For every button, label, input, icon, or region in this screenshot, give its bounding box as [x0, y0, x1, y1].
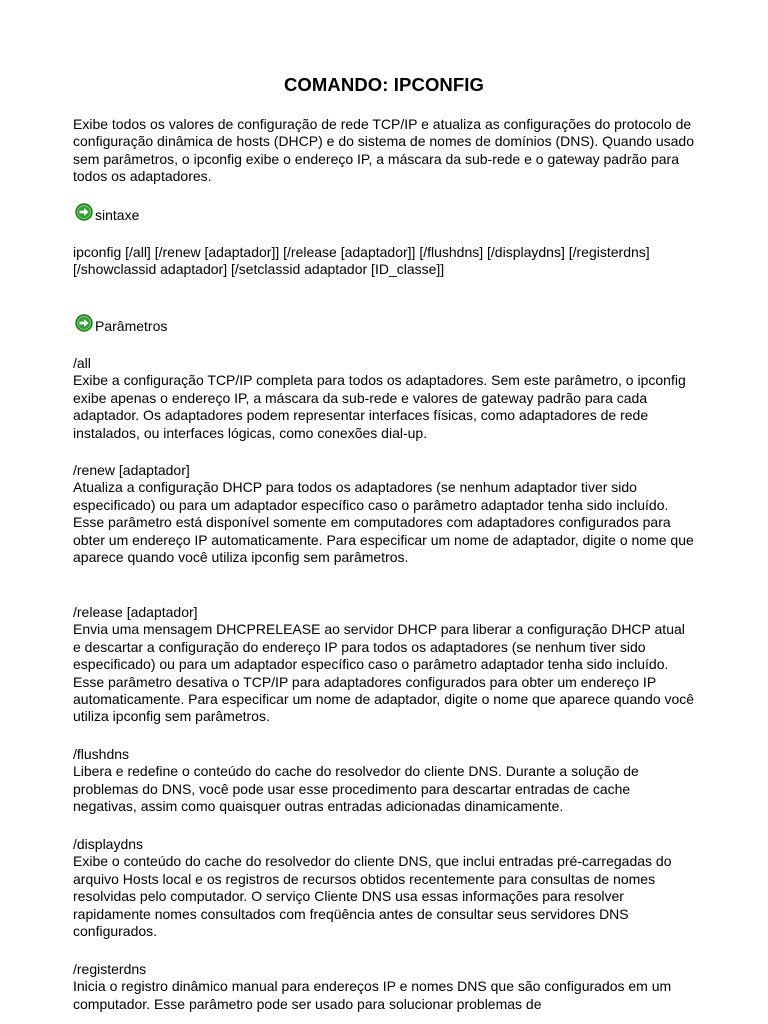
parameters-heading-label: Parâmetros: [95, 318, 168, 334]
intro-paragraph: [73, 116, 695, 186]
param-release: [73, 604, 695, 726]
syntax-heading: [75, 206, 139, 224]
param-name: /renew [adaptador]: [73, 462, 190, 478]
param-name: /displaydns: [73, 836, 144, 852]
intro-text: Exibe todos os valores de configuração de rede TCP/IP e atualiza as configurações do protocolo de configuração dinâmica de hosts (DHCP) e do sistema de nomes de domínios (DNS). Quando usado sem parâmetros, o ipconfig exibe o endereço IP, a máscara da sub-rede e o gateway padrão para todos os adaptadores.: [73, 116, 694, 185]
param-description: Exibe o conteúdo do cache do resolvedor do cliente DNS, que inclui entradas pré-carregadas do arquivo Hosts local e os registros de recursos obtidos recentemente para consultas de nomes resolvidas pelo computador. O serviço Cliente DNS usa essas informações para resolver rapidamente nomes consultados com freqüência antes de consultar seus servidores DNS configurados.: [73, 853, 672, 940]
syntax-text: ipconfig [/all] [/renew [adaptador]] [/release [adaptador]] [/flushdns] [/displaydns] [/registerdns] [/showclassid adaptador] [/setclassid adaptador [ID_classe]]: [73, 244, 650, 278]
param-description: Envia uma mensagem DHCPRELEASE ao servidor DHCP para liberar a configuração DHCP atual e descartar a configuração do endereço IP para todos os adaptadores (se nenhum tiver sido especificado) ou para um adaptador específico caso o parâmetro adaptador tenha sido incluído. Esse parâmetro desativa o TCP/IP para adaptadores configurados para obter um endereço IP automaticamente. Para especificar um nome de adaptador, digite o nome que aparece quando você utiliza ipconfig sem parâmetros.: [73, 621, 695, 725]
param-description: Inicia o registro dinâmico manual para endereços IP e nomes DNS que são configurados em um computador. Esse parâmetro pode ser usado para solucionar problemas de: [73, 978, 672, 1012]
param-displaydns: [73, 836, 695, 940]
param-renew: [73, 462, 695, 566]
page-title: COMANDO: IPCONFIG: [283, 74, 485, 95]
param-description: Exibe a configuração TCP/IP completa para todos os adaptadores. Sem este parâmetro, o ipconfig exibe apenas o endereço IP, a máscara da sub-rede e valores de gateway padrão para cada adaptador. Os adaptadores podem representar interfaces físicas, como adaptadores de rede instalados, ou interfaces lógicas, como conexões dial-up.: [73, 372, 686, 441]
syntax-block: [73, 244, 695, 279]
param-flushdns: [73, 746, 695, 816]
param-name: /all: [73, 355, 91, 371]
syntax-heading-label: sintaxe: [95, 207, 140, 223]
param-registerdns: [73, 961, 695, 1013]
green-arrow-icon: [75, 203, 93, 221]
parameters-heading: [75, 317, 167, 335]
param-all: [73, 355, 695, 442]
param-name: /registerdns: [73, 961, 147, 977]
green-arrow-icon: [75, 314, 93, 332]
param-name: /flushdns: [73, 746, 130, 762]
param-name: /release [adaptador]: [73, 604, 198, 620]
param-description: Libera e redefine o conteúdo do cache do resolvedor do cliente DNS. Durante a solução de problemas do DNS, você pode usar esse procedimento para descartar entradas de cache negativas, assim como quaisquer outras entradas adicionadas dinamicamente.: [73, 763, 639, 815]
param-description: Atualiza a configuração DHCP para todos os adaptadores (se nenhum adaptador tiver sido especificado) ou para um adaptador específico caso o parâmetro adaptador tenha sido incluído. Esse parâmetro está disponível somente em computadores com adaptadores configurados para obter um endereço IP automaticamente. Para especificar um nome de adaptador, digite o nome que aparece quando você utiliza ipconfig sem parâmetros.: [73, 479, 694, 566]
